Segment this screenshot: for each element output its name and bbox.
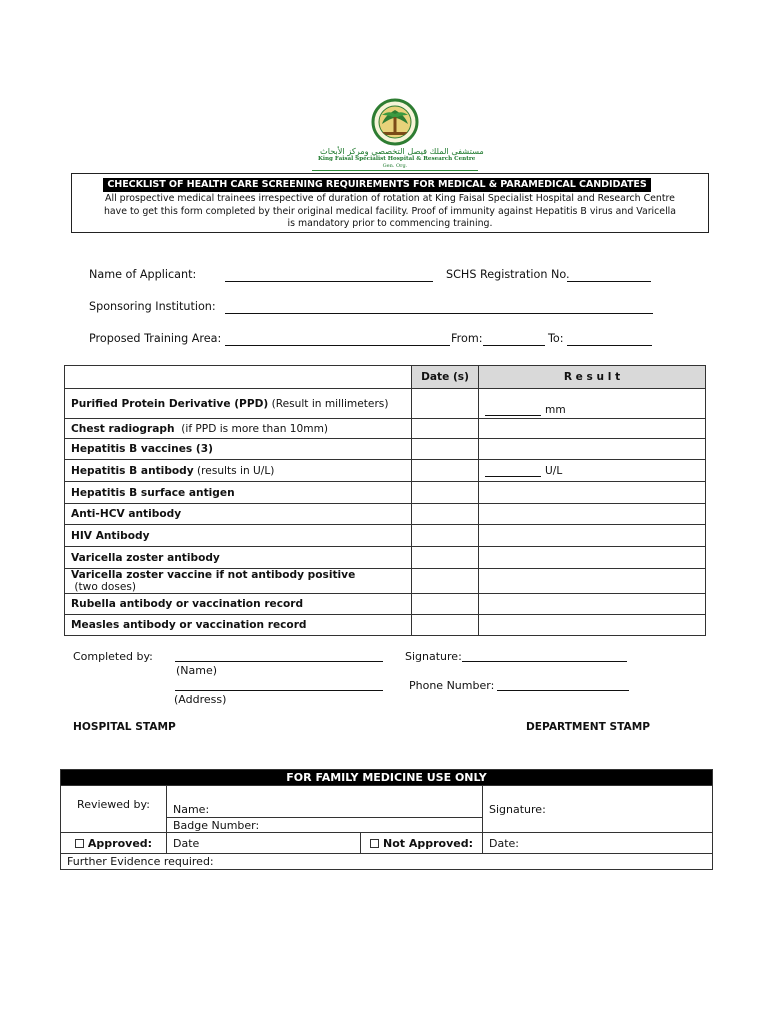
result-cell[interactable] xyxy=(479,460,706,482)
reviewed-by-label: Reviewed by: xyxy=(61,786,167,833)
test-column-header xyxy=(65,366,412,389)
table-row xyxy=(65,460,706,482)
signature-field[interactable] xyxy=(462,661,627,662)
sponsor-label: Sponsoring Institution: xyxy=(89,300,216,313)
reviewer-signature-label: Signature: xyxy=(489,802,546,816)
result-unit: mm xyxy=(545,404,566,416)
test-name: Rubella antibody or vaccination record xyxy=(71,598,304,610)
result-column-header: R e s u l t xyxy=(479,366,706,389)
schs-label: SCHS Registration No. xyxy=(446,268,570,281)
badge-number-label: Badge Number: xyxy=(173,818,260,832)
test-note: (results in U/L) xyxy=(193,464,275,477)
test-name: Chest radiograph xyxy=(71,422,175,435)
family-medicine-title: FOR FAMILY MEDICINE USE ONLY xyxy=(61,770,713,786)
phone-field[interactable] xyxy=(497,690,629,691)
result-cell[interactable] xyxy=(479,419,706,439)
instruction-line-3: is mandatory prior to commencing training. xyxy=(287,218,493,229)
not-approved-date-cell[interactable] xyxy=(483,833,713,854)
test-name: Hepatitis B antibody xyxy=(71,464,194,477)
result-unit: U/L xyxy=(545,464,563,477)
sponsor-field[interactable] xyxy=(225,313,653,314)
table-row xyxy=(65,547,706,569)
header-box xyxy=(71,173,709,233)
date-cell[interactable] xyxy=(412,594,479,615)
logo-divider xyxy=(312,170,478,171)
family-medicine-table xyxy=(60,769,713,870)
table-row xyxy=(65,569,706,594)
test-name-cell xyxy=(65,594,412,615)
not-approved-date-label: Date: xyxy=(489,836,519,850)
form-title: CHECKLIST OF HEALTH CARE SCREENING REQUIREMENTS FOR MEDICAL & PARAMEDICAL CANDIDATES xyxy=(103,178,651,192)
result-cell[interactable] xyxy=(479,439,706,460)
logo-sub-text: Gen. Org. xyxy=(382,163,408,169)
test-name: Hepatitis B surface antigen xyxy=(71,486,235,499)
reviewer-name-cell[interactable] xyxy=(167,786,483,818)
screening-table xyxy=(64,365,706,636)
schs-field[interactable] xyxy=(567,281,651,282)
test-name: Anti-HCV antibody xyxy=(71,508,182,520)
date-cell[interactable] xyxy=(412,482,479,504)
completed-by-name-field[interactable] xyxy=(175,661,383,662)
result-cell[interactable] xyxy=(479,525,706,547)
address-hint: (Address) xyxy=(174,693,227,706)
test-name-cell xyxy=(65,569,412,594)
result-cell[interactable] xyxy=(479,547,706,569)
test-name-cell xyxy=(65,419,412,439)
test-name-cell xyxy=(65,615,412,636)
test-name-cell xyxy=(65,547,412,569)
further-evidence-label: Further Evidence required: xyxy=(67,855,214,868)
result-cell[interactable] xyxy=(479,389,706,419)
table-row xyxy=(65,482,706,504)
test-note: (two doses) xyxy=(71,581,137,593)
to-label: To: xyxy=(548,332,564,345)
result-blank-line[interactable] xyxy=(485,466,541,477)
table-row xyxy=(65,594,706,615)
test-name: HIV Antibody xyxy=(71,529,150,542)
table-row xyxy=(65,419,706,439)
date-cell[interactable] xyxy=(412,525,479,547)
test-name: Measles antibody or vaccination record xyxy=(71,619,307,631)
badge-number-cell[interactable] xyxy=(167,818,483,833)
further-evidence-cell[interactable] xyxy=(61,854,713,870)
result-blank-line[interactable] xyxy=(485,405,541,416)
test-name-cell xyxy=(65,389,412,419)
hospital-stamp-label: HOSPITAL STAMP xyxy=(73,721,176,733)
date-cell[interactable] xyxy=(412,439,479,460)
result-cell[interactable] xyxy=(479,504,706,525)
training-area-field[interactable] xyxy=(225,345,450,346)
date-cell[interactable] xyxy=(412,389,479,419)
test-note: (Result in millimeters) xyxy=(268,397,389,410)
completed-by-label: Completed by: xyxy=(73,650,153,663)
date-cell[interactable] xyxy=(412,615,479,636)
result-cell[interactable] xyxy=(479,482,706,504)
signature-label: Signature: xyxy=(405,650,462,663)
approved-date-cell[interactable] xyxy=(167,833,361,854)
from-field[interactable] xyxy=(483,345,545,346)
date-cell[interactable] xyxy=(412,504,479,525)
test-note: (if PPD is more than 10mm) xyxy=(174,422,329,435)
test-name-cell xyxy=(65,482,412,504)
not-approved-checkbox-cell[interactable]: Not Approved: xyxy=(361,833,483,854)
reviewer-signature-cell[interactable] xyxy=(483,786,713,833)
result-cell[interactable] xyxy=(479,569,706,594)
logo-english-text: King Faisal Specialist Hospital & Research Centre xyxy=(318,156,476,162)
test-name-cell xyxy=(65,525,412,547)
test-name-cell xyxy=(65,439,412,460)
result-cell[interactable] xyxy=(479,594,706,615)
approved-checkbox[interactable] xyxy=(75,839,84,848)
date-cell[interactable] xyxy=(412,569,479,594)
name-hint: (Name) xyxy=(176,664,218,677)
applicant-name-field[interactable] xyxy=(225,281,433,282)
department-stamp-label: DEPARTMENT STAMP xyxy=(526,721,651,733)
test-name: Hepatitis B vaccines (3) xyxy=(71,443,213,455)
date-cell[interactable] xyxy=(412,419,479,439)
approved-label: Approved xyxy=(87,836,148,850)
phone-label: Phone Number: xyxy=(409,679,495,692)
header-instructions xyxy=(80,193,700,231)
approved-date-label: Date xyxy=(173,836,200,850)
date-cell[interactable] xyxy=(412,547,479,569)
result-cell[interactable] xyxy=(479,615,706,636)
training-area-label: Proposed Training Area: xyxy=(89,332,222,345)
reviewer-name-label: Name: xyxy=(173,803,210,816)
test-name: Varicella zoster antibody xyxy=(71,551,220,564)
approved-checkbox-cell[interactable]: Approved: xyxy=(61,833,167,854)
test-name: Purified Protein Derivative (PPD) xyxy=(71,397,269,410)
not-approved-checkbox[interactable] xyxy=(370,839,379,848)
test-name-cell xyxy=(65,460,412,482)
completed-by-address-field[interactable] xyxy=(175,690,383,691)
test-name: Varicella zoster vaccine if not antibody positive xyxy=(71,569,356,581)
instruction-line-1: All prospective medical trainees irrespective of duration of rotation at King Faisal Specialist Hospital and Research Centre xyxy=(105,193,675,204)
table-row xyxy=(65,615,706,636)
table-row xyxy=(65,504,706,525)
date-cell[interactable] xyxy=(412,460,479,482)
instruction-line-2: have to get this form completed by their original medical facility. Proof of immunity against Hepatitis B virus and Varicella xyxy=(103,205,677,217)
to-field[interactable] xyxy=(567,345,652,346)
logo-arabic-text: مستشفى الملك فيصل التخصصي ومركز الأبحاث xyxy=(320,146,484,156)
table-row xyxy=(65,439,706,460)
from-label: From: xyxy=(451,332,483,345)
table-row xyxy=(65,525,706,547)
not-approved-label: Not Approved xyxy=(382,836,469,850)
applicant-name-label: Name of Applicant: xyxy=(89,268,197,281)
hospital-logo xyxy=(312,98,484,172)
date-column-header: Date (s) xyxy=(412,366,479,389)
table-row xyxy=(65,389,706,419)
table-header-row xyxy=(65,366,706,389)
test-name-cell xyxy=(65,504,412,525)
